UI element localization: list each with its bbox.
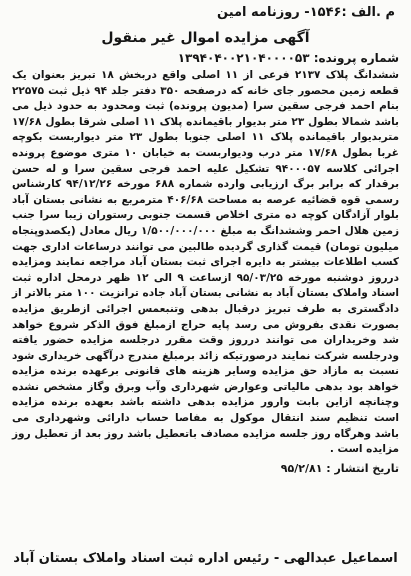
file-number: شماره پرونده: ۱۳۹۴۰۴۰۰۲۱۰۴۰۰۰۰۵۳ (177, 51, 399, 65)
signature-line: اسماعیل عبدالهی - رئیس اداره ثبت اسناد واملاک بستان آباد (13, 551, 398, 566)
notice-body-text: ششدانگ پلاک ۲۱۳۷ فرعی از ۱۱ اصلی واقع دربخش ۱۸ تبریز بعنوان یک قطعه زمین محصور جای خانه که درصفحه ۳۵۰ دفتر جلد ۹۴ ذیل ثبت ۲۲۵۷۵ بنام احمد فرجی سقین سرا (مدیون پرونده) ثبت ومحدود به حدود ذیل می باشد شمالا بطول ۲۳ متر بدیوار باقیمانده پلاک ۱۱ اصلی شرقا بطول ۱۷/۶۸ متربدیوار باقیمانده پلاک ۱۱ اصلی جنوبا بطول ۲۳ متر دیواربست بکوچه غربا بطول ۱۷/۶۸ متر درب ودیواربست به خیابان ۱۰ متری موضوع پرونده اجرائی کلاسه ۹۴۰۰۰۵۷ تشکیل علیه احمد فرجی سقین سرا و له حسن برقدار که برابر برگ ارزیابی وارده شماره ۶۸۸ مورخه ۹۴/۱۲/۲۶ کارشناس رسمی قوه قضائیه عرصه به مساحت ۴۰۶/۶۸ مترمربع به نشانی بستان آباد بلوار آزادگان کوچه ده متری اخلاص قسمت جنوبی رستوران زیبا سرا جنب زمین هلال احمر وششدانگ به مبلغ ۱/۵۰۰/۰۰۰/۰۰۰ ریال معادل (یکصدوپنجاه میلیون تومان) قیمت گذاری گردیده طالبین می توانند درساعات اداری جهت کسب اطلاعات بیشتر به دایره اجرای ثبت بستان آباد مراجعه نمایند ومزایده درروز دوشنبه مورخه ۹۵/۰۳/۲۵ ازساعت ۹ الی ۱۲ ظهر درمحل اداره ثبت اسناد واملاک بستان آباد به نشانی بستان آباد جاده ترانزیت ۱۰۰ متر بالاتر از دادگستری به طرف تبریز درقبال بدهی وتنبعمس اجرائی ازطریق مزایده بصورت نقدی بفروش می رسد پایه حراج ازمبلغ فوق الذکر شروع خواهد شد وخریداران می توانند درروز وقت مقرر درجلسه مزایده حضور یافته ودرجلسه شرکت نمایند درصورتیکه زائد برمبلغ مندرج درآگهی خریداری شود نسبت به مازاد حق مزایده وسایر هزینه های قانونی برعهده برنده مزایده خواهد بود بدهی مالیاتی وعوارض شهرداری وآب وبرق وگاز مشخص نشده وچنانچه ازاین بابت وارور مزایده بدهی داشته باشد بعهده برنده مزایده است تنظیم سند انتقال موکول به مفاصا حساب دارائی وشهرداری می باشد وهرگاه روز جلسه مزایده مصادف باتعطیل باشد روز بعد از تعطیل روز مزایده است . (12, 69, 400, 456)
publication-date: تاریخ انتشار : ۹۵/۲/۸۱ (280, 461, 399, 475)
notice-reference-header: م .الف :۱۵۴۶- روزنامه امین (217, 5, 395, 20)
notice-title: آگهی مزایده اموال غیر منقول (101, 30, 310, 46)
